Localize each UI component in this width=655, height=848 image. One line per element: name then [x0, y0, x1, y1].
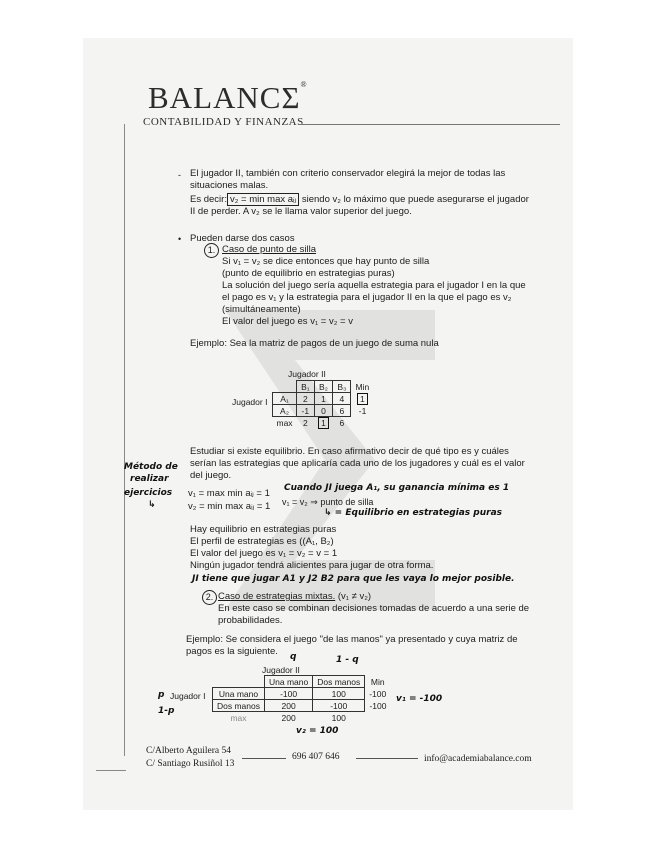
handwritten-p: p	[158, 690, 165, 700]
handwritten-side-note-1: Método de	[124, 462, 178, 472]
example2-player2: Jugador II	[262, 665, 300, 675]
handwritten-v1: v₁ = -100	[396, 694, 443, 704]
matrix2-cell: -100	[313, 700, 365, 712]
payoff-matrix-1	[272, 380, 374, 428]
result-line4: Ningún jugador tendrá alicientes para jugar de otra forma.	[190, 560, 434, 571]
case1-line5: (simultáneamente)	[222, 304, 301, 315]
example1-intro: Ejemplo: Sea la matriz de pagos de un juego de suma nula	[190, 338, 439, 349]
handwritten-one-minus-p: 1-p	[158, 706, 175, 716]
footer-address-2: C/ Santiago Rusiñol 13	[146, 759, 235, 769]
v2-formula-box: v₂ = min max aᵢⱼ	[227, 193, 299, 206]
payoff-matrix-2	[212, 675, 391, 723]
case1-line3: La solución del juego sería aquella estrategia para el jugador I en la que	[222, 280, 526, 291]
case1-line2: (punto de equilibrio en estrategias puras)	[222, 268, 395, 279]
footer-rule-left	[96, 770, 126, 771]
margin-rule	[124, 124, 125, 756]
matrix2-max-label: max	[230, 712, 247, 723]
case2-number: 2.	[202, 590, 217, 605]
brand-logo: BALANCΣ®	[148, 80, 308, 115]
matrix2-row-label: Dos manos	[213, 700, 265, 712]
footer-separator-1	[242, 758, 286, 759]
study-line3: del juego.	[190, 470, 232, 481]
matrix2-col-header: Dos manos	[313, 676, 365, 688]
study-line2: serían las estrategias que aplicaría cada uno de los jugadores y cuál es el valor	[190, 458, 525, 469]
case1-line6: El valor del juego es v₁ = v₂ = v	[222, 316, 353, 327]
formula-v1: v₁ = max min aᵢⱼ = 1	[188, 488, 270, 499]
p1-line2: situaciones malas.	[190, 180, 269, 191]
formula-saddle: v₁ = v₂ ⇒ punto de silla	[282, 497, 374, 507]
result-line2: El perfil de estrategias es ((A₁, B₂)	[190, 536, 334, 547]
example2-line2: pagos es la siguiente.	[186, 646, 278, 657]
matrix2-row-min: -100	[369, 688, 387, 699]
matrix2-col-header: Una mano	[265, 676, 313, 688]
matrix2-cell: 200	[265, 700, 313, 712]
handwritten-q: q	[290, 652, 297, 662]
brand-tagline: CONTABILIDAD Y FINANZAS	[143, 116, 304, 128]
matrix1-row-label: A₁	[273, 393, 297, 405]
dash-bullet: -	[178, 170, 181, 180]
handwritten-note-equilibrium: ↳ = Equilibrio en estrategias puras	[324, 508, 503, 518]
footer-address-1: C/Alberto Aguilera 54	[146, 746, 231, 756]
matrix1-min-header: Min	[355, 381, 370, 392]
formula-v2: v₂ = min max aᵢⱼ = 1	[188, 501, 271, 512]
footer-email: info@academiabalance.com	[424, 754, 532, 764]
footer-separator-2	[356, 758, 418, 759]
matrix2-row-label: Una mano	[213, 688, 265, 700]
matrix1-row-min: -1	[358, 405, 367, 416]
case1-line1: Si v₁ = v₂ se dice entonces que hay punto de silla	[222, 256, 430, 267]
matrix1-col-header: B₂	[314, 381, 333, 393]
example2-line1: Ejemplo: Se considera el juego "de las manos" ya presentado y cuya matriz de	[186, 634, 518, 645]
matrix1-cell: 6	[333, 405, 351, 417]
case1-number: 1.	[204, 243, 219, 258]
matrix1-cell: 0	[314, 405, 333, 417]
study-line1: Estudiar si existe equilibrio. En caso afirmativo decir de qué tipo es y cuáles	[190, 446, 509, 457]
handwritten-side-note-2: realizar	[130, 474, 169, 484]
matrix1-cell: 4	[333, 393, 351, 405]
handwritten-note-strategy: JI tiene que jugar A1 y J2 B2 para que les vaya lo mejor posible.	[192, 574, 515, 584]
matrix1-row-label: A₂	[273, 405, 297, 417]
header-rule	[298, 124, 560, 125]
matrix1-col-header: B₁	[297, 381, 315, 393]
matrix2-min-header: Min	[370, 676, 385, 687]
matrix1-max-label: max	[276, 417, 293, 428]
matrix2-row-min: -100	[369, 700, 387, 711]
cases-intro: Pueden darse dos casos	[190, 233, 295, 244]
case2-line2: probabilidades.	[218, 615, 283, 626]
handwritten-side-arrow: ↳	[148, 500, 156, 510]
matrix1-cell: 1	[314, 393, 333, 405]
matrix1-cell: -1	[297, 405, 315, 417]
example1-player1: Jugador I	[232, 397, 268, 407]
case2-title: Caso de estrategias mixtas.	[218, 591, 336, 602]
result-line1: Hay equilibrio en estrategias puras	[190, 524, 337, 535]
matrix1-col-header: B₃	[333, 381, 351, 393]
handwritten-v2: v₂ = 100	[296, 726, 339, 736]
round-bullet: •	[178, 234, 182, 244]
handwritten-one-minus-q: 1 - q	[336, 655, 359, 665]
footer-phone: 696 407 646	[292, 752, 340, 762]
case2-title-line	[218, 591, 371, 603]
case2-condition: (v₁ ≠ v₂)	[337, 591, 372, 602]
case2-line1: En este caso se combinan decisiones tomadas de acuerdo a una serie de	[218, 603, 530, 614]
p1-line3: Es decir: v₂ = min max aᵢⱼ siendo v₂ lo máximo que puede asegurarse el jugador	[190, 194, 529, 205]
example2-player1: Jugador I	[170, 691, 206, 701]
case1-title: Caso de punto de silla	[222, 244, 317, 255]
matrix2-cell: 100	[313, 688, 365, 700]
matrix2-col-max: 100	[331, 712, 346, 723]
matrix2-cell: -100	[265, 688, 313, 700]
handwritten-note-min-gain: Cuando JI juega A₁, su ganancia mínima es 1	[284, 483, 510, 493]
matrix1-col-max: 2	[302, 417, 308, 428]
result-line3: El valor del juego es v₁ = v₂ = v = 1	[190, 548, 338, 559]
p1-line1: El jugador II, también con criterio conservador elegirá la mejor de todas las	[190, 168, 506, 179]
matrix1-row-min-boxed: 1	[357, 393, 368, 405]
matrix1-col-max-boxed: 1	[318, 417, 329, 429]
matrix2-col-max: 200	[281, 712, 296, 723]
matrix1-col-max: 6	[339, 417, 345, 428]
handwritten-side-note-3: ejercicios	[124, 488, 173, 498]
case1-line4: el pago es v₁ y la estrategia para el jugador II en la que el pago es v₂	[222, 292, 512, 303]
example1-player2: Jugador II	[288, 369, 326, 379]
p1-line4: II de perder. A v₂ se le llama valor superior del juego.	[190, 206, 412, 217]
matrix1-cell: 2	[297, 393, 315, 405]
